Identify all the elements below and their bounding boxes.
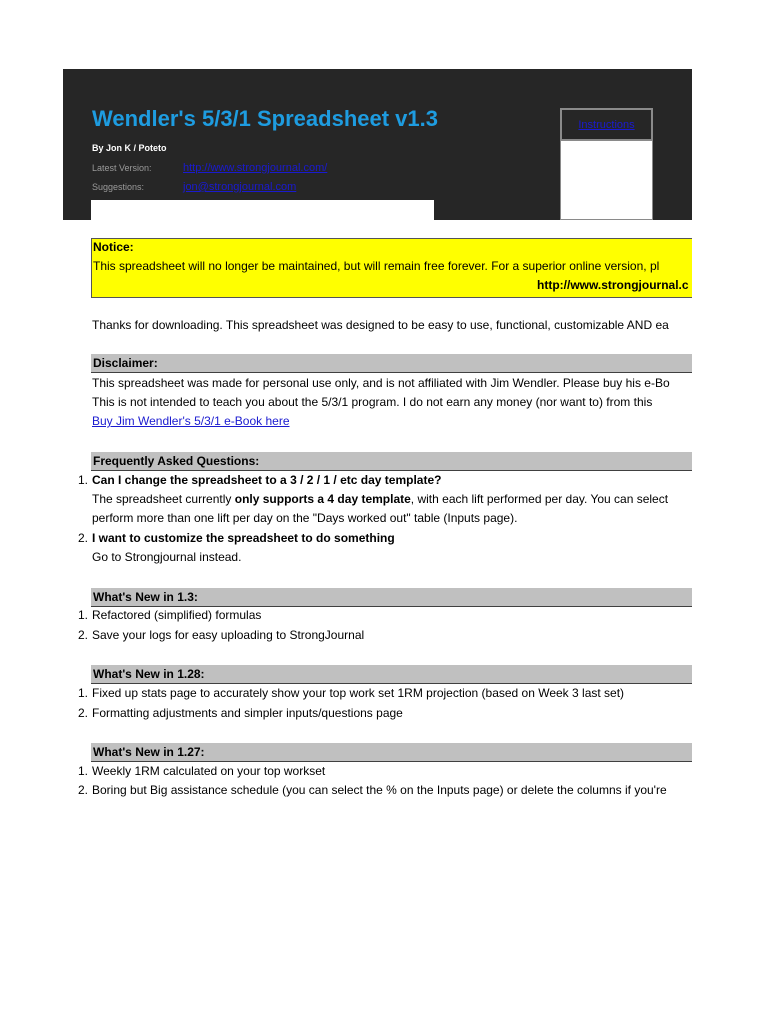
notice-body: This spreadsheet will no longer be maintained, but will remain free forever. For a superior online version, pl [93,259,660,273]
instructions-button[interactable]: Instructions [560,108,653,141]
faq-answer-2: Go to Strongjournal instead. [92,550,242,564]
faq-number-2: 2. [78,531,89,545]
faq-number-1: 1. [78,473,89,487]
disclaimer-line-1: This spreadsheet was made for personal use only, and is not affiliated with Jim Wendler. Please buy his e-Bo [92,376,670,390]
byline: By Jon K / Poteto [92,143,167,153]
new13-number-2: 2. [78,628,89,642]
new128-item-2: Formatting adjustments and simpler inputs/questions page [92,706,403,720]
new127-item-1: Weekly 1RM calculated on your top workset [92,764,326,778]
whats-new-127-heading: What's New in 1.27: [93,745,205,759]
faq-question-1 [92,473,441,487]
faq-answer-1-line-1 [92,492,668,506]
latest-version-link[interactable]: http://www.strongjournal.com/ [183,162,328,174]
latest-version-label: Latest Version: [92,163,152,173]
new127-item-2: Boring but Big assistance schedule (you can select the % on the Inputs page) or delete the columns if you're [92,783,667,797]
new13-item-1: Refactored (simplified) formulas [92,608,262,622]
new13-number-1: 1. [78,608,89,622]
whats-new-127-header [91,743,692,762]
suggestions-email-link[interactable]: jon@strongjournal.com [183,181,297,193]
new128-number-1: 1. [78,686,89,700]
disclaimer-line-2: This is not intended to teach you about the 5/3/1 program. I do not earn any money (nor want to) from this [92,395,653,409]
faq-q1-part-a: Can I change the spreadsheet to a [92,473,291,487]
new128-number-2: 2. [78,706,89,720]
ebook-link-text[interactable]: Buy Jim Wendler's 5/3/1 e-Book here [92,414,290,428]
new127-number-2: 2. [78,783,89,797]
whats-new-128-header [91,665,692,684]
faq-heading: Frequently Asked Questions: [93,454,260,468]
intro-text: Thanks for downloading. This spreadsheet was designed to be easy to use, functional, customizable AND ea [92,318,669,332]
faq-answer-1-line-2: perform more than one lift per day on the "Days worked out" table (Inputs page). [92,511,518,525]
suggestions-label: Suggestions: [92,182,145,192]
page-title: Wendler's 5/3/1 Spreadsheet v1.3 [92,106,438,131]
new128-item-1: Fixed up stats page to accurately show your top work set 1RM projection (based on Week 3 last set) [92,686,625,700]
disclaimer-heading: Disclaimer: [93,356,158,370]
header-blank-cell [91,200,434,220]
faq-a1-part-c: , with each lift performed per day. You can select [410,492,669,506]
whats-new-13-header [91,588,692,607]
faq-question-2: I want to customize the spreadsheet to do something [92,531,395,545]
new127-number-1: 1. [78,764,89,778]
notice-title: Notice: [93,240,134,254]
whats-new-128-heading: What's New in 1.28: [93,667,205,681]
faq-header [91,452,692,471]
disclaimer-header [91,354,692,373]
notice-box [91,238,692,298]
faq-a1-part-b: only supports a 4 day template [234,492,411,506]
faq-a1-part-a: The spreadsheet currently [92,492,235,506]
faq-q1-part-c: etc day template? [336,473,442,487]
faq-q1-part-b: 3 / 2 / 1 / [290,473,337,487]
whats-new-13-heading: What's New in 1.3: [93,590,198,604]
new13-item-2: Save your logs for easy uploading to StrongJournal [92,628,365,642]
notice-link[interactable]: http://www.strongjournal.c [537,278,689,292]
ebook-link[interactable] [92,414,290,428]
